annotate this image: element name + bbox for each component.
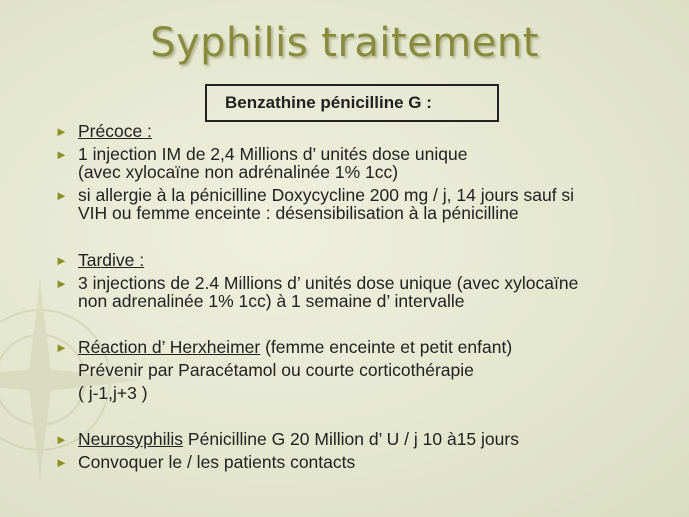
bullet-allergie	[55, 186, 678, 222]
benzathine-box: Benzathine pénicilline G :	[205, 84, 499, 122]
bullet-arrow-icon: ►	[55, 124, 68, 139]
jours-line: ( j-1,j+3 )	[78, 383, 148, 403]
precoce-label: Précoce :	[78, 121, 152, 141]
injection-line-2: (avec xylocaïne non adrénalinée 1% 1cc)	[78, 162, 399, 182]
bullet-arrow-icon: ►	[55, 253, 68, 268]
bullet-reaction	[55, 338, 678, 356]
allergie-line-2: VIH ou femme enceinte : désensibilisation à la pénicilline	[78, 203, 519, 223]
bullet-arrow-icon: ►	[55, 276, 68, 291]
bullet-trois-injections	[55, 274, 678, 310]
reaction-rest: (femme enceinte et petit enfant)	[260, 337, 513, 357]
neurosyphilis-link[interactable]: Neurosyphilis	[78, 429, 184, 449]
bullet-arrow-icon: ►	[55, 188, 68, 203]
bullet-arrow-icon: ►	[55, 340, 68, 355]
bullet-injection	[55, 145, 678, 181]
neuro-rest: Pénicilline G 20 Million d’ U / j 10 à15 jours	[183, 429, 519, 449]
trois-line-2: non adrenalinée 1% 1cc) à 1 semaine d’ intervalle	[78, 291, 465, 311]
slide-title: Syphilis traitement	[150, 20, 539, 66]
injection-line-1: 1 injection IM de 2,4 Millions d’ unités dose unique	[78, 144, 468, 164]
convoquer-text: Convoquer le / les patients contacts	[78, 452, 356, 472]
bullet-convoquer	[55, 453, 678, 471]
bullet-arrow-icon: ►	[55, 455, 68, 470]
trois-line-1: 3 injections de 2.4 Millions d’ unités dose unique (avec xylocaïne	[78, 273, 579, 293]
reaction-herxheimer-link[interactable]: Réaction d’ Herxheimer	[78, 337, 261, 357]
bullet-arrow-icon: ►	[55, 432, 68, 447]
bullet-arrow-icon: ►	[55, 147, 68, 162]
bullet-tardive	[55, 251, 678, 269]
allergie-line-1: si allergie à la pénicilline Doxycycline 200 mg / j, 14 jours sauf si	[78, 185, 575, 205]
prevenir-line: Prévenir par Paracétamol ou courte corticothérapie	[78, 360, 474, 380]
tardive-label: Tardive :	[78, 250, 145, 270]
bullet-neurosyphilis	[55, 430, 678, 448]
bullet-precoce	[55, 122, 678, 140]
